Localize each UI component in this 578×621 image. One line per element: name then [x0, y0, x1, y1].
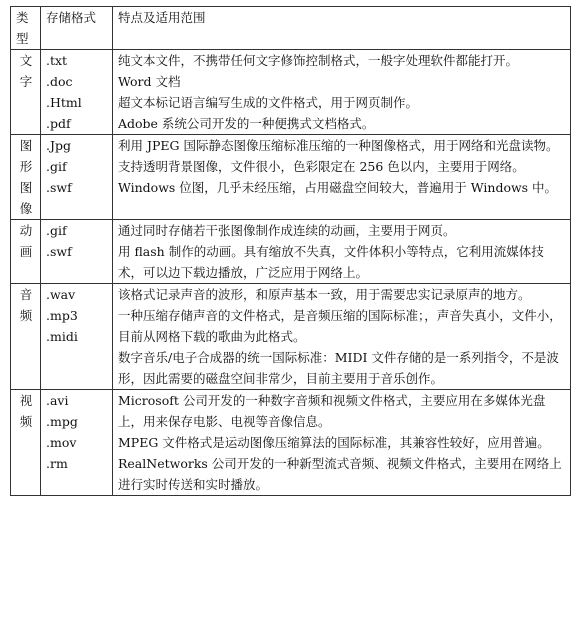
header-desc: 特点及适用范围 — [113, 7, 571, 50]
format-extension: .midi — [46, 329, 78, 344]
format-description: Word 文档 — [118, 74, 181, 89]
type-char: 频 — [19, 308, 33, 323]
description-cell — [113, 284, 571, 390]
type-cell — [11, 220, 41, 284]
format-extension: .Jpg — [46, 138, 71, 153]
table-row — [11, 284, 571, 390]
format-cell — [41, 50, 113, 135]
table-row — [11, 50, 571, 135]
type-char: 图 — [19, 138, 33, 153]
format-description: RealNetworks 公司开发的一种新型流式音频、视频文件格式，主要用在网络上进行实时传送和实时播放。 — [118, 456, 562, 492]
format-description: 纯文本文件，不携带任何文字修饰控制格式，一般字处理软件都能打开。 — [118, 53, 519, 68]
format-extension: .avi — [46, 393, 69, 408]
format-description: 该格式记录声音的波形，和原声基本一致，用于需要忠实记录原声的地方。 — [118, 287, 531, 302]
header-type: 类型 — [11, 7, 41, 50]
format-extension: .mp3 — [46, 308, 78, 323]
type-cell — [11, 50, 41, 135]
table-row — [11, 220, 571, 284]
type-char: 视 — [19, 393, 33, 408]
type-char: 音 — [19, 287, 33, 302]
type-char: 画 — [19, 244, 33, 259]
format-description: 利用 JPEG 国际静态图像压缩标准压缩的一种图像格式，用于网络和光盘读物。 — [118, 138, 559, 153]
type-char: 像 — [19, 201, 33, 216]
format-description: Adobe 系统公司开发的一种便携式文档格式。 — [118, 116, 375, 131]
format-extension: .mpg — [46, 414, 78, 429]
format-cell — [41, 135, 113, 220]
format-extension: .doc — [46, 74, 73, 89]
type-cell — [11, 135, 41, 220]
type-cell — [11, 284, 41, 390]
format-description: 超文本标记语言编写生成的文件格式，用于网页制作。 — [118, 95, 419, 110]
header-format: 存储格式 — [41, 7, 113, 50]
format-cell — [41, 284, 113, 390]
table-header-row — [11, 7, 571, 50]
format-extension: .gif — [46, 159, 67, 174]
type-char: 形 — [19, 159, 33, 174]
format-extension: .gif — [46, 223, 67, 238]
description-cell — [113, 50, 571, 135]
type-char: 频 — [19, 414, 33, 429]
format-description: 数字音乐/电子合成器的统一国际标准：MIDI 文件存储的是一系列指令，不是波形，因此需要的磁盘空间非常少，目前主要用于音乐创作。 — [118, 350, 559, 386]
format-extension: .Html — [46, 95, 82, 110]
description-cell — [113, 220, 571, 284]
type-char: 文 — [19, 53, 33, 68]
description-cell — [113, 390, 571, 496]
format-description: Microsoft 公司开发的一种数字音频和视频文件格式，主要应用在多媒体光盘上，用来保存电影、电视等音像信息。 — [118, 393, 546, 429]
type-char: 图 — [19, 180, 33, 195]
description-cell — [113, 135, 571, 220]
type-char: 动 — [19, 223, 33, 238]
format-extension: .mov — [46, 435, 77, 450]
format-description: 通过同时存储若干张图像制作成连续的动画，主要用于网页。 — [118, 223, 456, 238]
format-description: 一种压缩存储声音的文件格式，是音频压缩的国际标准；，声音失真小，文件小，目前从网格下载的歌曲为此格式。 — [118, 308, 562, 344]
format-extension: .swf — [46, 180, 72, 195]
format-extension: .swf — [46, 244, 72, 259]
format-extension: .wav — [46, 287, 76, 302]
format-extension: .rm — [46, 456, 68, 471]
format-cell — [41, 390, 113, 496]
file-format-table — [10, 6, 571, 496]
format-description: Windows 位图，几乎未经压缩，占用磁盘空间较大，普遍用于 Windows 中。 — [118, 180, 558, 195]
type-char: 字 — [19, 74, 33, 89]
format-description: 用 flash 制作的动画。具有缩放不失真，文件体积小等特点，它利用流媒体技术，可以边下载边播放，广泛应用于网络上。 — [118, 244, 544, 280]
table-body — [11, 50, 571, 496]
format-extension: .txt — [46, 53, 68, 68]
format-cell — [41, 220, 113, 284]
table-row — [11, 390, 571, 496]
table-row — [11, 135, 571, 220]
format-description: 支持透明背景图像，文件很小，色彩限定在 256 色以内，主要用于网络。 — [118, 159, 525, 174]
type-cell — [11, 390, 41, 496]
format-description: MPEG 文件格式是运动图像压缩算法的国际标准，其兼容性较好，应用普遍。 — [118, 435, 550, 450]
format-extension: .pdf — [46, 116, 71, 131]
